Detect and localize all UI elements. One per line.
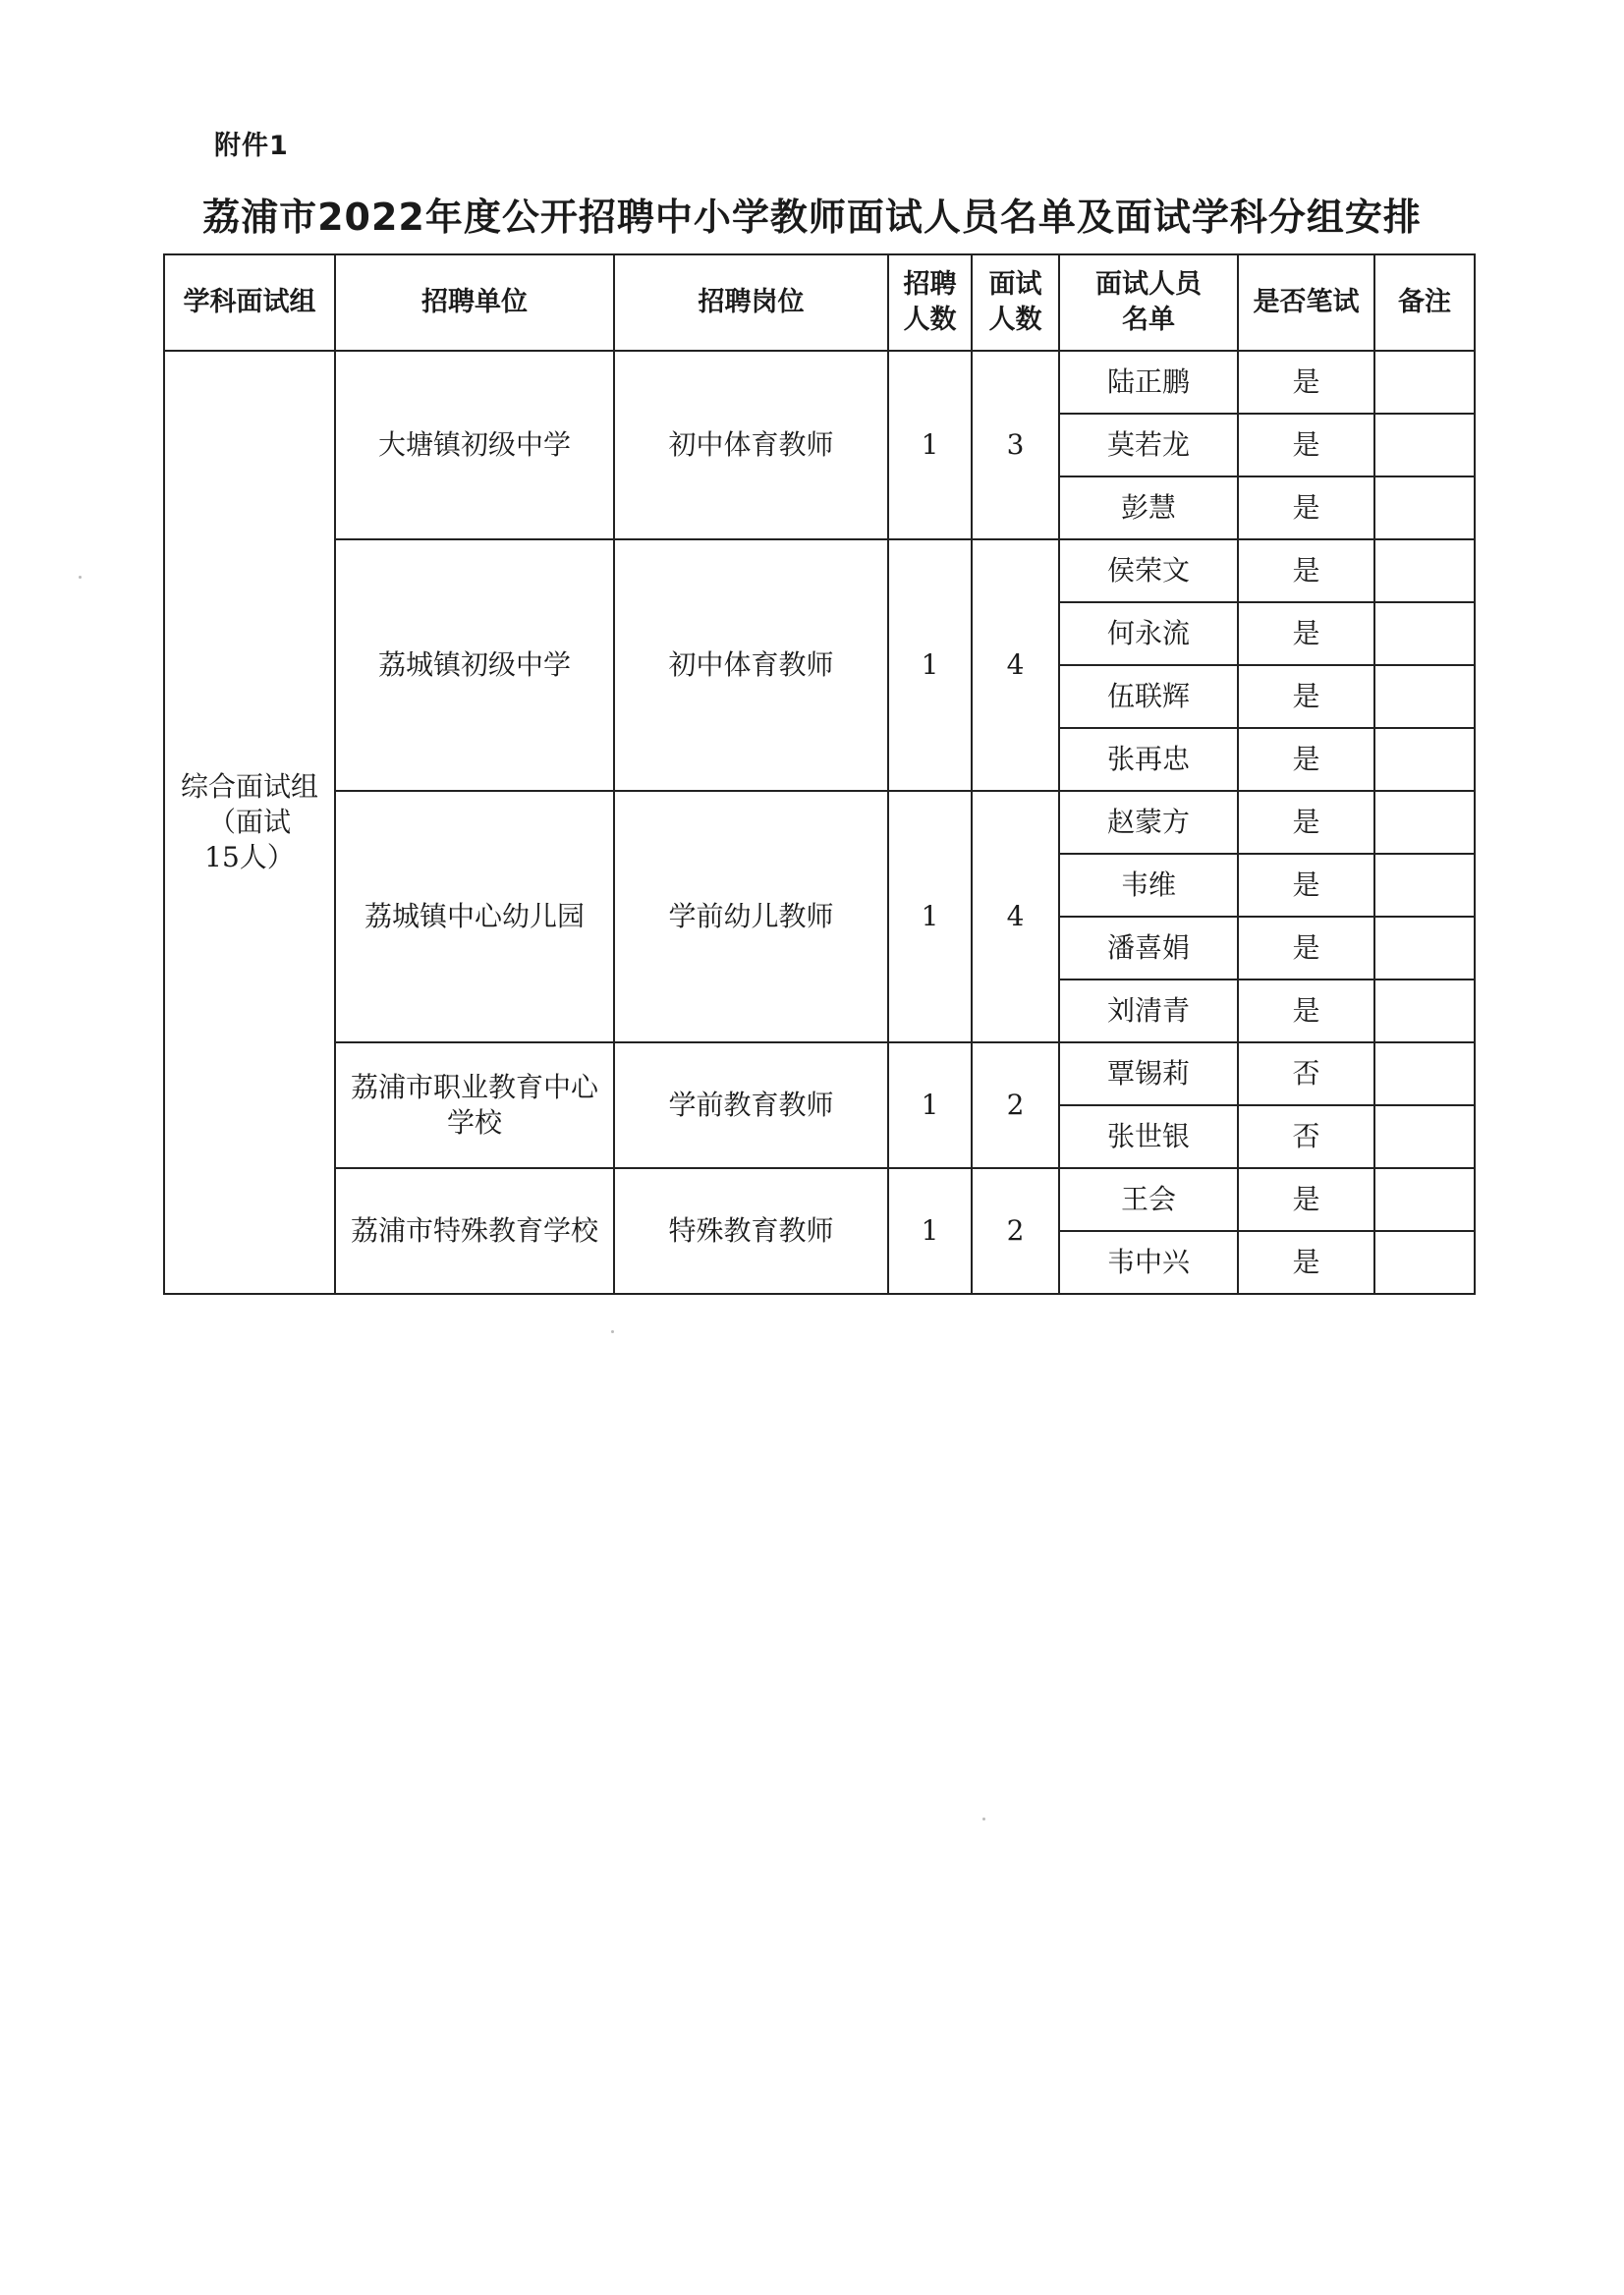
remark-cell	[1374, 1105, 1475, 1168]
scan-speck	[611, 1330, 614, 1333]
interview-count-cell: 2	[972, 1168, 1059, 1294]
header-row	[164, 254, 1475, 351]
unit-name-line: 荔浦市特殊教育学校	[350, 1214, 598, 1247]
header-names	[1059, 254, 1238, 351]
candidate-name-cell: 陆正鹏	[1059, 351, 1238, 414]
header-interview-count-line: 面试	[988, 269, 1042, 300]
group-label-line: 综合面试组	[180, 770, 318, 803]
candidate-name-cell: 张再忠	[1059, 728, 1238, 791]
unit-name-line: 荔浦市职业教育中心	[350, 1071, 598, 1103]
written-exam-cell: 是	[1238, 351, 1374, 414]
candidate-name-cell: 莫若龙	[1059, 414, 1238, 476]
candidate-name-cell: 王会	[1059, 1168, 1238, 1231]
written-exam-cell: 是	[1238, 854, 1374, 917]
written-exam-cell: 是	[1238, 602, 1374, 665]
unit-name-line: 学校	[446, 1106, 502, 1139]
written-exam-cell: 是	[1238, 414, 1374, 476]
hire-count-cell: 1	[888, 539, 972, 791]
post-cell: 初中体育教师	[614, 539, 888, 791]
header-written-exam: 是否笔试	[1238, 254, 1374, 351]
written-exam-cell: 是	[1238, 791, 1374, 854]
remark-cell	[1374, 351, 1475, 414]
unit-cell	[335, 791, 614, 1042]
scan-speck	[982, 1818, 985, 1820]
group-label-line: （面试	[207, 806, 291, 838]
interview-count-cell: 4	[972, 791, 1059, 1042]
post-cell: 学前教育教师	[614, 1042, 888, 1168]
header-interview-count	[972, 254, 1059, 351]
header-names-line: 面试人员	[1095, 269, 1202, 300]
table-row	[164, 351, 1475, 414]
roster-body	[164, 351, 1475, 1294]
written-exam-cell: 是	[1238, 539, 1374, 602]
written-exam-cell: 是	[1238, 728, 1374, 791]
candidate-name-cell: 伍联辉	[1059, 665, 1238, 728]
remark-cell	[1374, 1168, 1475, 1231]
post-cell: 初中体育教师	[614, 351, 888, 539]
candidate-name-cell: 韦维	[1059, 854, 1238, 917]
candidate-name-cell: 刘清青	[1059, 980, 1238, 1042]
remark-cell	[1374, 476, 1475, 539]
header-remarks: 备注	[1374, 254, 1475, 351]
table-row	[164, 1042, 1475, 1105]
unit-cell	[335, 1042, 614, 1168]
group-label-line: 15人）	[204, 841, 295, 873]
written-exam-cell: 是	[1238, 980, 1374, 1042]
hire-count-cell: 1	[888, 791, 972, 1042]
written-exam-cell: 是	[1238, 476, 1374, 539]
remark-cell	[1374, 539, 1475, 602]
remark-cell	[1374, 665, 1475, 728]
header-hire-count-line: 招聘	[903, 269, 957, 300]
written-exam-cell: 是	[1238, 1231, 1374, 1294]
unit-name-line: 荔城镇中心幼儿园	[364, 900, 585, 932]
candidate-name-cell: 覃锡莉	[1059, 1042, 1238, 1105]
unit-name-line: 荔城镇初级中学	[377, 648, 571, 681]
header-hire-count-line: 人数	[903, 305, 957, 335]
group-cell	[164, 351, 335, 1294]
remark-cell	[1374, 980, 1475, 1042]
remark-cell	[1374, 917, 1475, 980]
table-row	[164, 1168, 1475, 1231]
header-interview-count-line: 人数	[988, 305, 1042, 335]
table-row	[164, 791, 1475, 854]
written-exam-cell: 是	[1238, 665, 1374, 728]
table-row	[164, 539, 1475, 602]
written-exam-cell: 否	[1238, 1042, 1374, 1105]
hire-count-cell: 1	[888, 351, 972, 539]
interview-count-cell: 2	[972, 1042, 1059, 1168]
unit-cell	[335, 539, 614, 791]
unit-cell	[335, 351, 614, 539]
candidate-name-cell: 彭慧	[1059, 476, 1238, 539]
candidate-name-cell: 赵蒙方	[1059, 791, 1238, 854]
header-names-line: 名单	[1122, 305, 1175, 335]
unit-cell	[335, 1168, 614, 1294]
header-group: 学科面试组	[164, 254, 335, 351]
written-exam-cell: 是	[1238, 917, 1374, 980]
written-exam-cell: 否	[1238, 1105, 1374, 1168]
candidate-name-cell: 潘喜娟	[1059, 917, 1238, 980]
remark-cell	[1374, 414, 1475, 476]
remark-cell	[1374, 1231, 1475, 1294]
interview-count-cell: 4	[972, 539, 1059, 791]
candidate-name-cell: 张世银	[1059, 1105, 1238, 1168]
hire-count-cell: 1	[888, 1042, 972, 1168]
attachment-label: 附件1	[214, 131, 289, 161]
candidate-name-cell: 侯荣文	[1059, 539, 1238, 602]
interview-count-cell: 3	[972, 351, 1059, 539]
remark-cell	[1374, 602, 1475, 665]
header-hire-count	[888, 254, 972, 351]
candidate-name-cell: 韦中兴	[1059, 1231, 1238, 1294]
remark-cell	[1374, 1042, 1475, 1105]
document-title: 荔浦市2022年度公开招聘中小学教师面试人员名单及面试学科分组安排	[202, 196, 1422, 239]
interview-roster-table	[163, 253, 1476, 1295]
scan-speck	[79, 576, 82, 579]
remark-cell	[1374, 728, 1475, 791]
candidate-name-cell: 何永流	[1059, 602, 1238, 665]
post-cell: 学前幼儿教师	[614, 791, 888, 1042]
header-unit: 招聘单位	[335, 254, 614, 351]
written-exam-cell: 是	[1238, 1168, 1374, 1231]
unit-name-line: 大塘镇初级中学	[377, 428, 571, 461]
hire-count-cell: 1	[888, 1168, 972, 1294]
post-cell: 特殊教育教师	[614, 1168, 888, 1294]
remark-cell	[1374, 854, 1475, 917]
remark-cell	[1374, 791, 1475, 854]
header-post: 招聘岗位	[614, 254, 888, 351]
